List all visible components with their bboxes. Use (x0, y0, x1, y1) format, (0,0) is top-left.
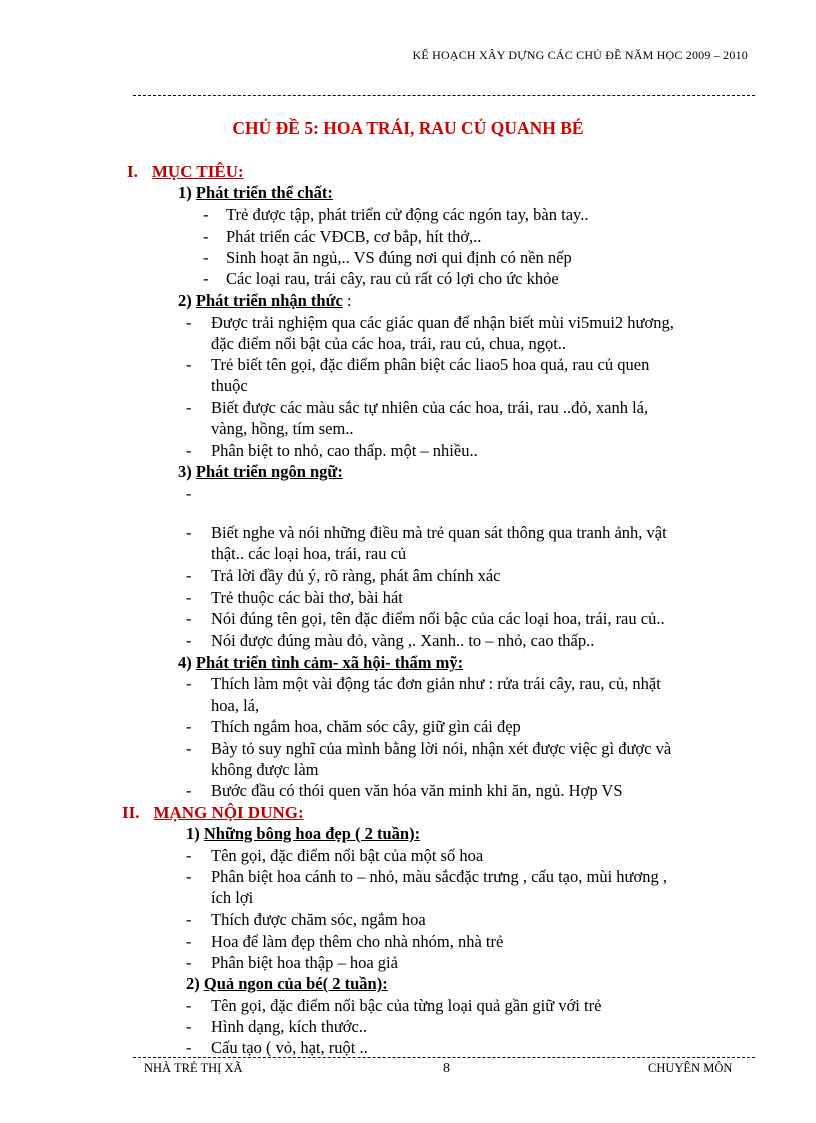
footer-left: NHÀ TRẺ THỊ XÃ (144, 1061, 243, 1075)
section-heading-content-network (122, 803, 304, 823)
subheading-number: 4) (178, 653, 192, 672)
subheading-number: 2) (186, 974, 200, 993)
subheading-label: Phát triển ngôn ngữ: (195, 462, 343, 481)
page-number: 8 (443, 1061, 450, 1076)
subheading-label: Quả ngon của bé( 2 tuần): (203, 974, 388, 993)
footer-right: CHUYÊN MÔN (648, 1061, 733, 1075)
list-item-continuation: thật.. các loại hoa, trái, rau củ (211, 544, 407, 563)
subheading-physical (178, 183, 333, 203)
list-item-continuation: đặc điểm nổi bật của các hoa, trái, rau củ, chua, ngọt.. (211, 334, 567, 353)
subheading-number: 1) (186, 824, 200, 843)
subheading-fruits (186, 974, 388, 994)
section-label: MẠNG NỘI DUNG: (153, 803, 304, 822)
subheading-social-aesthetic (178, 653, 463, 673)
section-heading-objectives (127, 162, 244, 182)
list-item-continuation: không được làm (211, 760, 319, 779)
list-item-continuation: hoa, lá, (211, 696, 260, 715)
subheading-number: 2) (178, 291, 192, 310)
list-item-continuation: ích lợi (211, 888, 254, 907)
subheading-label: Phát triển thể chất: (195, 183, 333, 202)
list-item-continuation: thuộc (211, 376, 248, 395)
section-label: MỤC TIÊU: (151, 162, 244, 181)
footer-divider (133, 1057, 755, 1058)
section-number: II. (122, 803, 140, 822)
subheading-language (178, 462, 343, 482)
subheading-label: Những bông hoa đẹp ( 2 tuần): (203, 824, 421, 843)
subheading-number: 1) (178, 183, 192, 202)
header-divider (133, 95, 755, 96)
subheading-label: Phát triển tình cảm- xã hội- thẩm mỹ: (195, 653, 464, 672)
subheading-number: 3) (178, 462, 192, 481)
list-item-continuation: vàng, hồng, tím sem.. (211, 419, 354, 438)
subheading-label: Phát triển nhận thức (195, 291, 343, 310)
subheading-cognitive: 2) Phát triển nhận thức : (178, 291, 352, 310)
subheading-flowers (186, 824, 420, 844)
page-header: KẾ HOẠCH XÂY DỰNG CÁC CHỦ ĐỀ NĂM HỌC 2009 – 2010 (412, 48, 748, 62)
section-number: I. (127, 162, 138, 181)
document-title: CHỦ ĐỀ 5: HOA TRÁI, RAU CỦ QUANH BÉ (232, 118, 584, 138)
